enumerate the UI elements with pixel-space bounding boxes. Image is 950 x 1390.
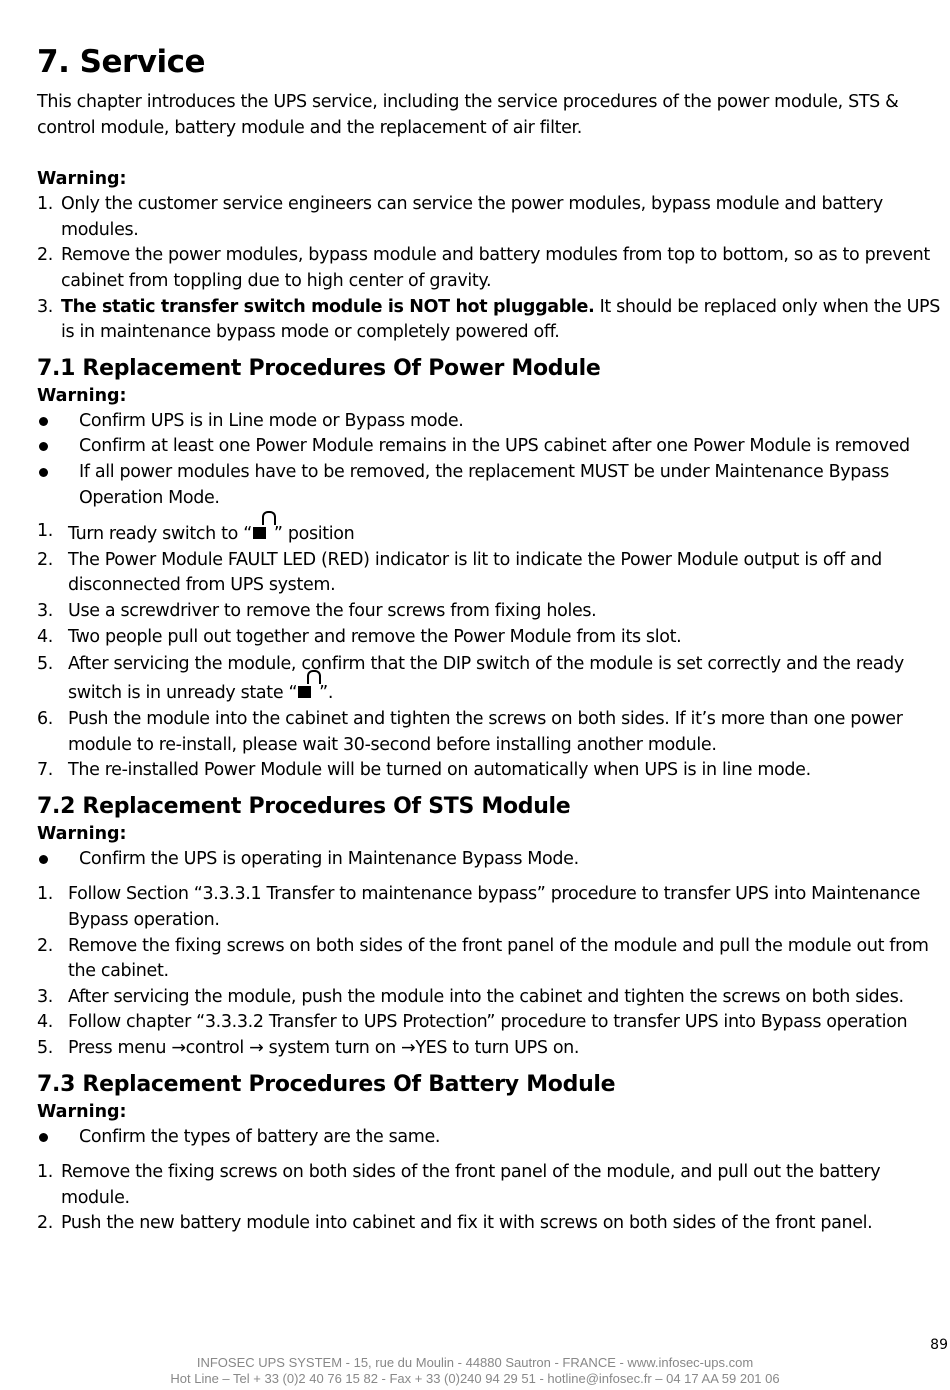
unlock-icon [253,519,273,541]
warning-label: Warning: [37,1101,127,1122]
list-item: 1. Remove the fixing screws on both sides of the front panel of the module, and pull out the battery module. [37,1162,881,1208]
bullet-item: Confirm the UPS is operating in Maintenance Bypass Mode. [37,847,949,873]
list-item: 4. Two people pull out together and remove the Power Module from its slot. [37,626,682,647]
page-title: 7. Service [37,44,206,80]
list-item: 4. Follow chapter “3.3.3.2 Transfer to UPS Protection” procedure to transfer UPS into Bypass operation [37,1012,908,1033]
bullet-dot-icon [37,409,79,435]
warning-label: Warning: [37,385,127,406]
list-item: 3. After servicing the module, push the module into the cabinet and tighten the screws on both sides. [37,986,904,1007]
list-item: 5. After servicing the module, confirm that the DIP switch of the module is set correctly and the ready switch is in unready state “ ”. [37,654,904,704]
footer-line-2: Hot Line – Tel + 33 (0)2 40 76 15 82 - Fax + 33 (0)240 94 29 51 - hotline@infosec.fr – 04 17 AA 59 201 06 [170,1371,780,1386]
bullet-dot-icon [37,434,79,460]
section-heading-7-2: 7.2 Replacement Procedures Of STS Module [37,793,571,819]
list-item: 1. Only the customer service engineers can service the power modules, bypass module and battery modules. [37,194,883,240]
intro-paragraph: This chapter introduces the UPS service, including the service procedures of the power module, STS & control module, battery module and the replacement of air filter. [37,92,899,138]
bullet-item: Confirm the types of battery are the same. [37,1125,949,1151]
footer [0,1355,950,1387]
list-item: 5. Press menu →control → system turn on →YES to turn UPS on. [37,1038,580,1059]
section-heading-7-1: 7.1 Replacement Procedures Of Power Module [37,355,601,381]
list-item: 3. The static transfer switch module is NOT hot pluggable. It should be replaced only when the UPS is in maintenance bypass mode or completely powered off. [37,296,941,343]
bullet-item: Confirm UPS is in Line mode or Bypass mode. [37,409,949,435]
bullet-dot-icon [37,847,79,873]
bold-warning: The static transfer switch module is NOT hot pluggable. [61,296,595,317]
list-item: 6. Push the module into the cabinet and tighten the screws on both sides. If it’s more than one power module to re-install, please wait 30-second before installing another module. [37,709,903,755]
section-heading-7-3: 7.3 Replacement Procedures Of Battery Module [37,1071,616,1097]
warning-label: Warning: [37,169,127,190]
bullet-item: If all power modules have to be removed, the replacement MUST be under Maintenance Bypass Operation Mode. [37,460,949,511]
page-number: 89 [930,1337,948,1353]
page-content [37,40,949,1237]
warning-label: Warning: [37,823,127,844]
bullet-dot-icon [37,460,79,511]
bullet-item: Confirm at least one Power Module remains in the UPS cabinet after one Power Module is removed [37,434,949,460]
list-item: 3. Use a screwdriver to remove the four screws from fixing holes. [37,600,597,621]
unlock-icon [298,678,318,700]
list-item: 1. Turn ready switch to “ ” position [37,519,949,548]
list-item: 7. The re-installed Power Module will be turned on automatically when UPS is in line mode. [37,760,811,781]
list-item: 1. Follow Section “3.3.3.1 Transfer to maintenance bypass” procedure to transfer UPS into Maintenance Bypass operation. [37,884,920,931]
list-item: 2. Remove the power modules, bypass module and battery modules from top to bottom, so as to prevent cabinet from toppling due to high center of gravity. [37,245,930,291]
list-item: 2. Remove the fixing screws on both sides of the front panel of the module and pull the module out from the cabinet. [37,935,929,982]
list-item: 2. The Power Module FAULT LED (RED) indicator is lit to indicate the Power Module output is off and disconnected from UPS system. [37,549,882,596]
list-item: 2. Push the new battery module into cabinet and fix it with screws on both sides of the front panel. [37,1213,873,1234]
general-warning-list [37,192,949,346]
bullet-dot-icon [37,1125,79,1151]
footer-line-1: INFOSEC UPS SYSTEM - 15, rue du Moulin - 44880 Sautron - FRANCE - www.infosec-ups.com [196,1355,754,1370]
